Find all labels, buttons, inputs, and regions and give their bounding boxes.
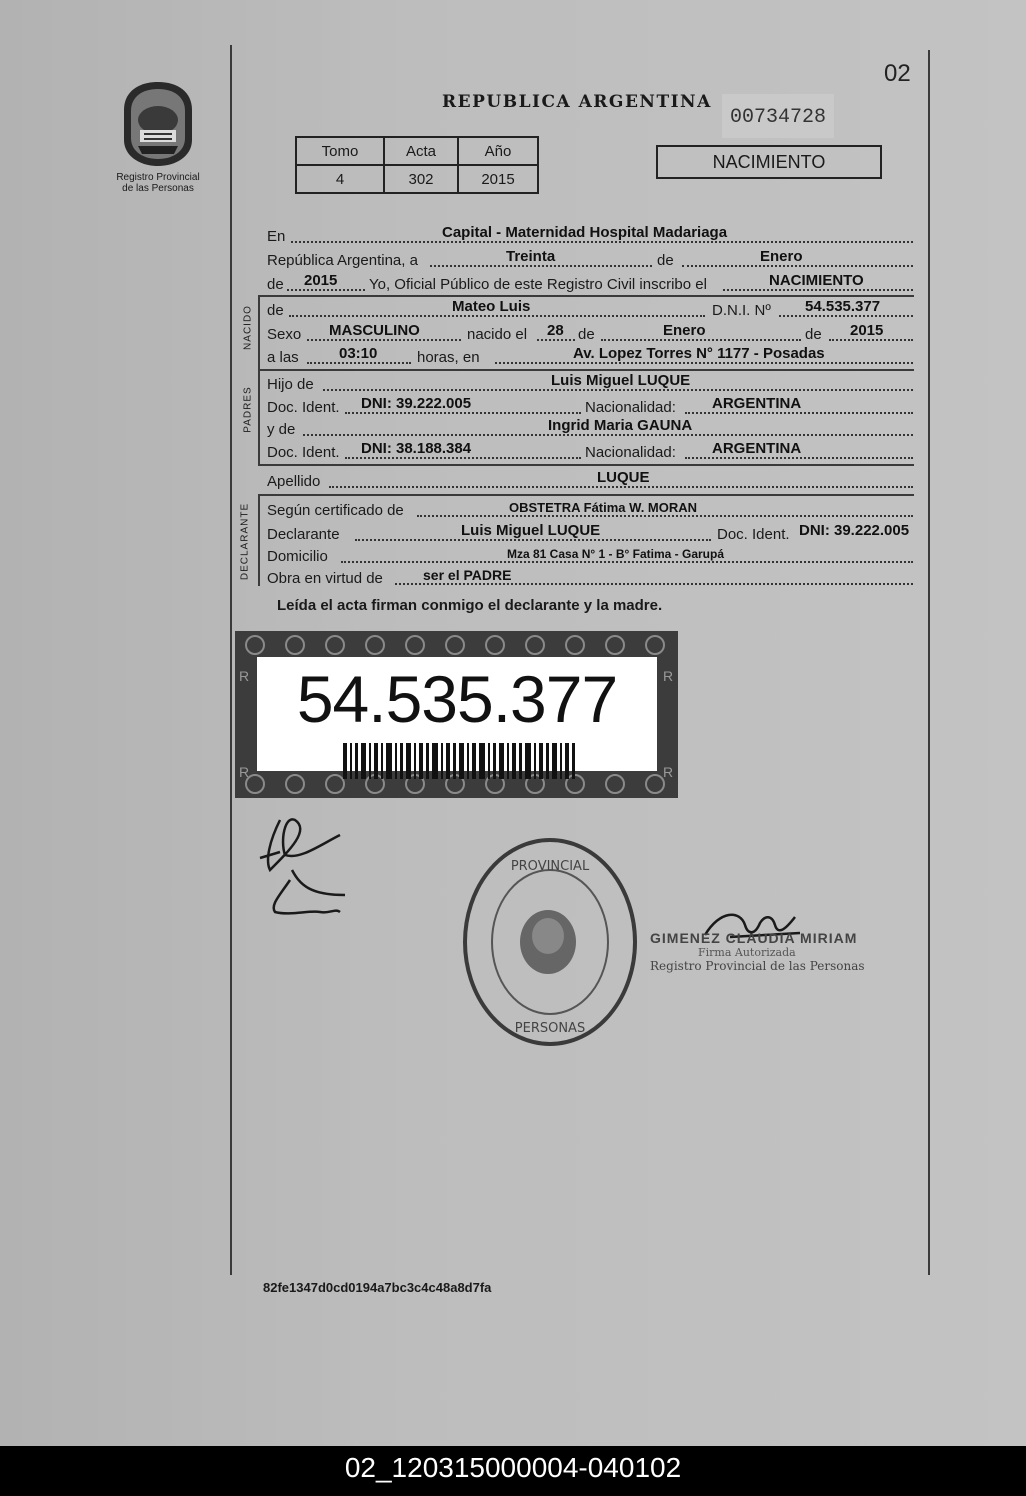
- dotted-line: [307, 339, 461, 341]
- cert-value: OBSTETRA Fátima W. MORAN: [509, 500, 698, 515]
- nacido-el-label: nacido el: [467, 326, 528, 343]
- domicilio-label: Domicilio: [267, 548, 328, 565]
- dotted-line: [289, 315, 705, 317]
- registry-header-row: [296, 137, 538, 165]
- logo-caption-line2: de las Personas: [122, 183, 194, 194]
- page-number: 02: [884, 60, 911, 87]
- time-value: 03:10: [339, 345, 378, 362]
- registry-value-anio: 2015: [458, 165, 538, 193]
- section-divider: [258, 494, 914, 496]
- dni-badge: [235, 631, 678, 798]
- domicilio-value: Mza 81 Casa N° 1 - B° Fatima - Garupá: [507, 547, 724, 561]
- registry-header-tomo: Tomo: [296, 137, 384, 165]
- father-doc-label: Doc. Ident.: [267, 399, 340, 416]
- cert-label: Según certificado de: [267, 502, 404, 519]
- sexo-value: MASCULINO: [329, 322, 420, 339]
- mother-nat-value: ARGENTINA: [712, 440, 802, 457]
- row-domicile: [267, 546, 915, 566]
- row-year: [267, 274, 915, 294]
- dotted-line: [723, 289, 913, 291]
- dni-label: D.N.I. Nº: [712, 302, 771, 319]
- svg-text:PERSONAS: PERSONAS: [514, 1021, 586, 1036]
- declarante-doc-value: DNI: 39.222.005: [799, 522, 910, 539]
- dotted-line: [341, 561, 913, 563]
- row-declarant: [267, 524, 915, 544]
- row-place: [267, 226, 915, 246]
- record-type-box: NACIMIENTO: [656, 145, 882, 179]
- official-role: Firma Autorizada: [698, 946, 796, 959]
- section-bar-declarante: [258, 496, 260, 586]
- dotted-line: [682, 265, 913, 267]
- dotted-line: [685, 412, 913, 414]
- row-sex-birth: [267, 324, 915, 344]
- row-mother: [267, 419, 915, 439]
- registry-value-row: [296, 165, 538, 193]
- a-las-label: a las: [267, 349, 299, 366]
- sexo-label: Sexo: [267, 326, 302, 343]
- child-dni-value: 54.535.377: [805, 298, 881, 315]
- mother-nat-label: Nacionalidad:: [585, 444, 676, 461]
- year-value: 2015: [304, 272, 338, 289]
- birth-month-value: Enero: [663, 322, 706, 339]
- registry-header-acta: Acta: [384, 137, 458, 165]
- birth-address-value: Av. Lopez Torres N° 1177 - Posadas: [573, 345, 825, 362]
- birth-day-value: 28: [547, 322, 564, 339]
- logo-caption: [100, 172, 216, 194]
- father-nat-label: Nacionalidad:: [585, 399, 676, 416]
- month-value: Enero: [760, 248, 803, 265]
- section-divider: [258, 369, 914, 371]
- row-father: [267, 374, 915, 394]
- barcode-icon: [343, 743, 575, 779]
- dotted-line: [685, 457, 913, 459]
- de-label: de: [657, 252, 674, 269]
- official-seal-stamp: [460, 836, 640, 1048]
- de-label-2: de: [578, 326, 595, 343]
- official-signature-block: [650, 930, 865, 973]
- dni-badge-inner: [257, 657, 657, 771]
- horas-label: horas, en: [417, 349, 480, 366]
- dotted-line: [417, 515, 913, 517]
- right-margin-line: [928, 50, 930, 1275]
- apellido-label: Apellido: [267, 473, 321, 490]
- side-label-nacido: NACIDO: [242, 305, 254, 350]
- dotted-line: [307, 362, 411, 364]
- dotted-line: [779, 315, 913, 317]
- dotted-line: [495, 362, 913, 364]
- dotted-line: [829, 339, 913, 341]
- left-margin-line: [230, 45, 232, 1275]
- place-value: Capital - Maternidad Hospital Madariaga: [442, 224, 728, 241]
- row-obra: [267, 568, 915, 588]
- section-bar-padres: [258, 371, 260, 465]
- section-divider: [258, 295, 914, 297]
- de-label-3: de: [805, 326, 822, 343]
- dotted-line: [345, 412, 581, 414]
- dotted-line: [537, 339, 575, 341]
- document-title: REPUBLICA ARGENTINA: [442, 92, 712, 112]
- row-surname: [267, 471, 915, 491]
- declarant-signature-icon: [250, 800, 360, 930]
- dotted-line: [329, 486, 913, 488]
- section-divider: [258, 464, 914, 466]
- footer-code: 02_120315000004-040102: [0, 1446, 1026, 1496]
- svg-text:R: R: [239, 668, 250, 684]
- dotted-line: [601, 339, 801, 341]
- dotted-line: [303, 434, 913, 436]
- declarante-doc-label: Doc. Ident.: [717, 526, 790, 543]
- section-bar-nacido: [258, 297, 260, 369]
- dotted-line: [287, 289, 365, 291]
- inscribe-type-value: NACIMIENTO: [769, 272, 864, 289]
- row-mother-doc: [267, 442, 915, 462]
- obra-label: Obra en virtud de: [267, 570, 383, 587]
- side-label-padres: PADRES: [242, 386, 254, 433]
- en-label: En: [267, 228, 286, 245]
- svg-text:R: R: [663, 668, 674, 684]
- father-name-value: Luis Miguel LUQUE: [551, 372, 691, 389]
- official-org: Registro Provincial de las Personas: [650, 959, 865, 973]
- republica-label: República Argentina, a: [267, 252, 418, 269]
- hijo-de-label: Hijo de: [267, 376, 314, 393]
- registry-value-acta: 302: [384, 165, 458, 193]
- side-label-declarante: DECLARANTE: [239, 502, 251, 581]
- registry-value-tomo: 4: [296, 165, 384, 193]
- provincial-seal-logo: [118, 80, 198, 173]
- row-time-place: [267, 347, 915, 367]
- apellido-value: LUQUE: [597, 469, 650, 486]
- oficial-text: Yo, Oficial Público de este Registro Civil inscribo el: [369, 276, 707, 293]
- row-father-doc: [267, 397, 915, 417]
- mother-name-value: Ingrid Maria GAUNA: [548, 417, 693, 434]
- mother-doc-value: DNI: 38.188.384: [361, 440, 472, 457]
- dotted-line: [345, 457, 581, 459]
- child-name-value: Mateo Luis: [452, 298, 531, 315]
- row-name: [267, 300, 915, 320]
- logo-caption-line1: Registro Provincial: [116, 172, 200, 183]
- closing-statement: Leída el acta firman conmigo el declarante y la madre.: [277, 597, 663, 614]
- svg-text:R: R: [663, 764, 674, 780]
- father-nat-value: ARGENTINA: [712, 395, 802, 412]
- svg-text:PROVINCIAL: PROVINCIAL: [510, 859, 590, 874]
- svg-text:R: R: [239, 764, 250, 780]
- birth-year-value: 2015: [850, 322, 884, 339]
- serial-number: 00734728: [722, 94, 834, 138]
- dotted-line: [323, 389, 913, 391]
- y-de-label: y de: [267, 421, 296, 438]
- obra-value: ser el PADRE: [423, 567, 512, 583]
- mother-doc-label: Doc. Ident.: [267, 444, 340, 461]
- declarante-value: Luis Miguel LUQUE: [461, 522, 601, 539]
- dotted-line: [430, 265, 652, 267]
- day-words-value: Treinta: [506, 248, 556, 265]
- registry-table: [295, 136, 539, 194]
- declarante-label: Declarante: [267, 526, 340, 543]
- registry-header-anio: Año: [458, 137, 538, 165]
- father-doc-value: DNI: 39.222.005: [361, 395, 472, 412]
- dotted-line: [355, 539, 711, 541]
- nacido-de-label: de: [267, 302, 284, 319]
- row-certificate: [267, 500, 915, 520]
- de2-label: de: [267, 276, 284, 293]
- row-date: [267, 250, 915, 270]
- official-name: GIMENEZ CLAUDIA MIRIAM: [650, 930, 858, 946]
- dni-badge-number: 54.535.377: [296, 662, 618, 736]
- dotted-line: [291, 241, 913, 243]
- dotted-line: [395, 583, 913, 585]
- document-hash: 82fe1347d0cd0194a7bc3c4c48a8d7fa: [263, 1280, 492, 1295]
